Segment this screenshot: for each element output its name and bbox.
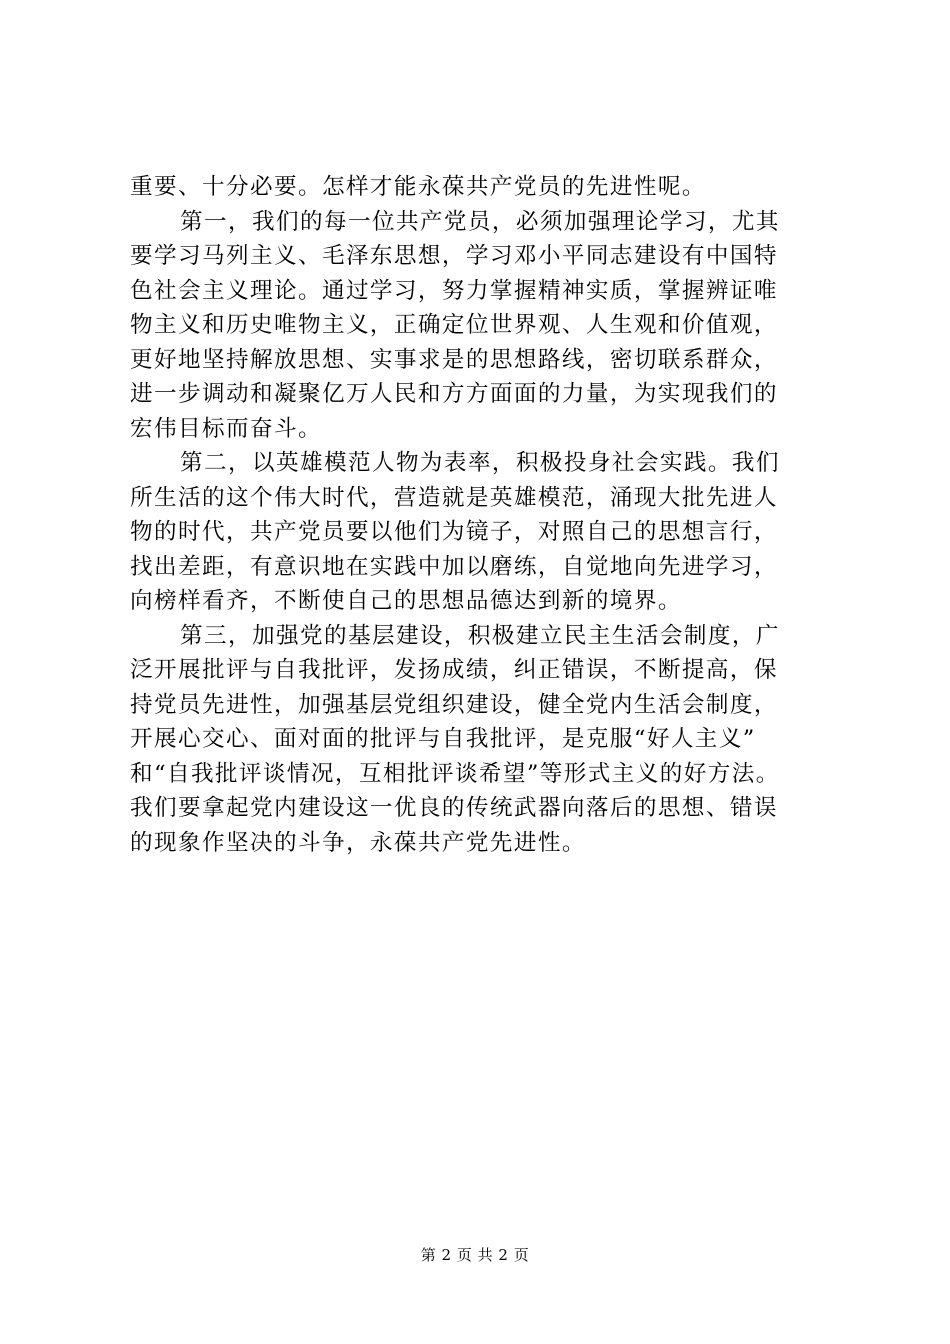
text-line: 第三，加强党的基层建设，积极建立民主生活会制度，广 [180,622,780,649]
text-line: 物的时代，共产党员要以他们为镜子，对照自己的思想言行， [130,519,778,545]
text-line: 向榜样看齐，不断使自己的思想品德达到新的境界。 [130,588,682,614]
text-line: 所生活的这个伟大时代，营造就是英雄模范，涌现大批先进人 [130,484,778,511]
document-body [130,170,840,860]
page-number-label: 第 2 页 共 2 页 [420,1246,530,1264]
text-line: 更好地坚持解放思想、实事求是的思想路线，密切联系群众， [130,346,778,373]
text-line: 和“自我批评谈情况，互相批评谈希望”等形式主义的好方法。 [130,760,780,787]
text-line: 开展心交心、面对面的批评与自我批评，是克服“好人主义” [130,726,756,752]
page-footer [0,1245,950,1265]
text-line: 物主义和历史唯物主义，正确定位世界观、人生观和价值观， [130,312,778,338]
text-line: 色社会主义理论。通过学习，努力掌握精神实质，掌握辨证唯 [130,277,778,304]
text-line: 宏伟目标而奋斗。 [130,415,322,442]
text-line: 泛开展批评与自我批评，发扬成绩，纠正错误，不断提高，保 [130,657,778,683]
text-line: 进一步调动和凝聚亿万人民和方方面面的力量，为实现我们的 [130,381,778,407]
text-line: 第二，以英雄模范人物为表率，积极投身社会实践。我们 [180,450,780,476]
text-line: 要学习马列主义、毛泽东思想，学习邓小平同志建设有中国特 [130,243,778,269]
text-line: 重要、十分必要。怎样才能永葆共产党员的先进性呢。 [130,174,706,200]
text-line: 持党员先进性，加强基层党组织建设，健全党内生活会制度， [130,691,778,718]
text-line: 我们要拿起党内建设这一优良的传统武器向落后的思想、错误 [130,795,778,821]
text-line: 找出差距，有意识地在实践中加以磨练，自觉地向先进学习， [130,553,778,580]
text-line: 第一，我们的每一位共产党员，必须加强理论学习，尤其 [180,208,780,235]
text-line: 的现象作坚决的斗争，永葆共产党先进性。 [130,829,586,856]
